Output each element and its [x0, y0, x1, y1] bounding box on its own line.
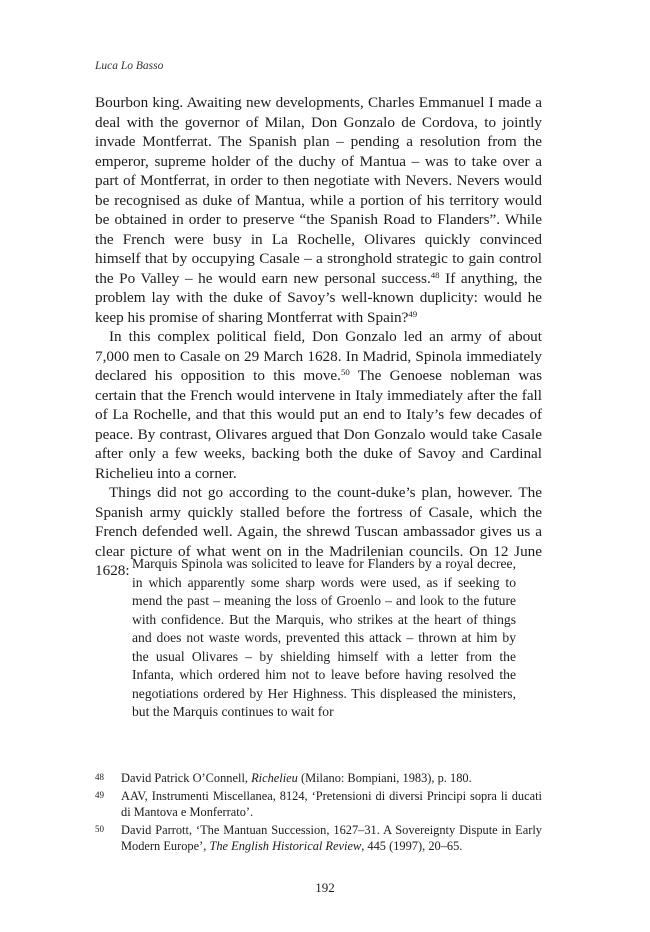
- footnote: [95, 788, 542, 821]
- footnote: [95, 770, 542, 787]
- footnote-ref[interactable]: 50: [340, 367, 350, 378]
- footnote-text: [121, 788, 542, 821]
- footnote: [95, 822, 542, 855]
- block-quotation-text: Marquis Spinola was solicited to leave for Flanders by a royal decree, in which apparently some sharp words were used, as if seeking to mend the past – meaning the loss of Groenlo – and look to the future with confidence. But the Marquis, who strikes at the heart of things and does not waste words, prevented this attack – thrown at him by the usual Olivares – by shielding himself with a letter from the Infanta, which ordered him not to leave before having resolved the negotiations ordered by Her Highness. This displeased the ministers, but the Marquis continues to wait for: [132, 556, 516, 719]
- footnote-number: 50: [95, 823, 104, 834]
- text-run: (Milano: Bompiani, 1983), p. 180.: [297, 771, 472, 785]
- italic-title: Richelieu: [251, 771, 298, 785]
- text-run: Bourbon king. Awaiting new developments, Charles Emmanuel I made a deal with the governor of Milan, Don Gonzalo de Cordova, to jointly invade Montferrat. The Spanish plan – pending a resolution from the emperor, supreme holder of the duchy of Mantua – was to take over a part of Montferrat, in order to then negotiate with Nevers. Nevers would be recognised as duke of Mantua, while a portion of his territory would be obtained in order to preserve “the Spanish Road to Flanders”. While the French were busy in La Rochelle, Olivares quickly convinced himself that by occupying Casale – a stronghold strategic to gain control the Po Valley – he would earn new personal success.: [95, 94, 542, 287]
- text-run: In this complex political field, Don Gonzalo led an army of about 7,000 men to Casale on 29 March 1628. In Madrid, Spinola immediately declared his opposition to this move.: [95, 328, 542, 384]
- footnotes: [95, 770, 542, 856]
- page-number: 192: [315, 880, 335, 895]
- text-run: David Patrick O’Connell,: [121, 771, 252, 785]
- text-run: The Genoese nobleman was certain that the French would intervene in Italy immediately after the fall of La Rochelle, and that this would put an end to Italy’s few decades of peace. By contrast, Olivares argued that Don Gonzalo would take Casale after only a few weeks, backing both the duke of Savoy and Cardinal Richelieu into a corner.: [95, 367, 542, 482]
- italic-title: The English Historical Review: [209, 839, 362, 854]
- footnote-text: [121, 770, 542, 787]
- paragraph: [95, 93, 542, 327]
- body-text: [95, 93, 542, 581]
- footnote-number: 48: [95, 772, 104, 782]
- block-quotation: [132, 555, 516, 722]
- footnote-number: 49: [95, 789, 104, 800]
- text-run: David Parrott, ‘The Mantuan Succession, 1627–31. A Sovereignty Dispute in Early Modern Europe’,: [121, 822, 542, 854]
- running-head: Luca Lo Basso: [95, 60, 164, 72]
- text-run: Things did not go according to the count-duke’s plan, however. The Spanish army quickly stalled before the fortress of Casale, which the French defended well. Again, the shrewd Tuscan ambassador gives us a clear picture of what went on in the Madrilenian councils. On 12 June 1628:: [95, 484, 542, 579]
- footnote-text: [121, 822, 542, 855]
- text-run: , 445 (1997), 20–65.: [361, 839, 463, 854]
- footnote-ref[interactable]: 48: [430, 269, 440, 280]
- text-run: AAV, Instrumenti Miscellanea, 8124, ‘Pretensioni di diversi Principi sopra li ducati di Mantova e Monferrato’.: [121, 788, 542, 820]
- paragraph: [95, 327, 542, 483]
- text-run: If anything, the problem lay with the duke of Savoy’s well-known duplicity: would he keep his promise of sharing Montferrat with Spain?: [95, 269, 542, 326]
- footnote-ref[interactable]: 49: [408, 308, 418, 319]
